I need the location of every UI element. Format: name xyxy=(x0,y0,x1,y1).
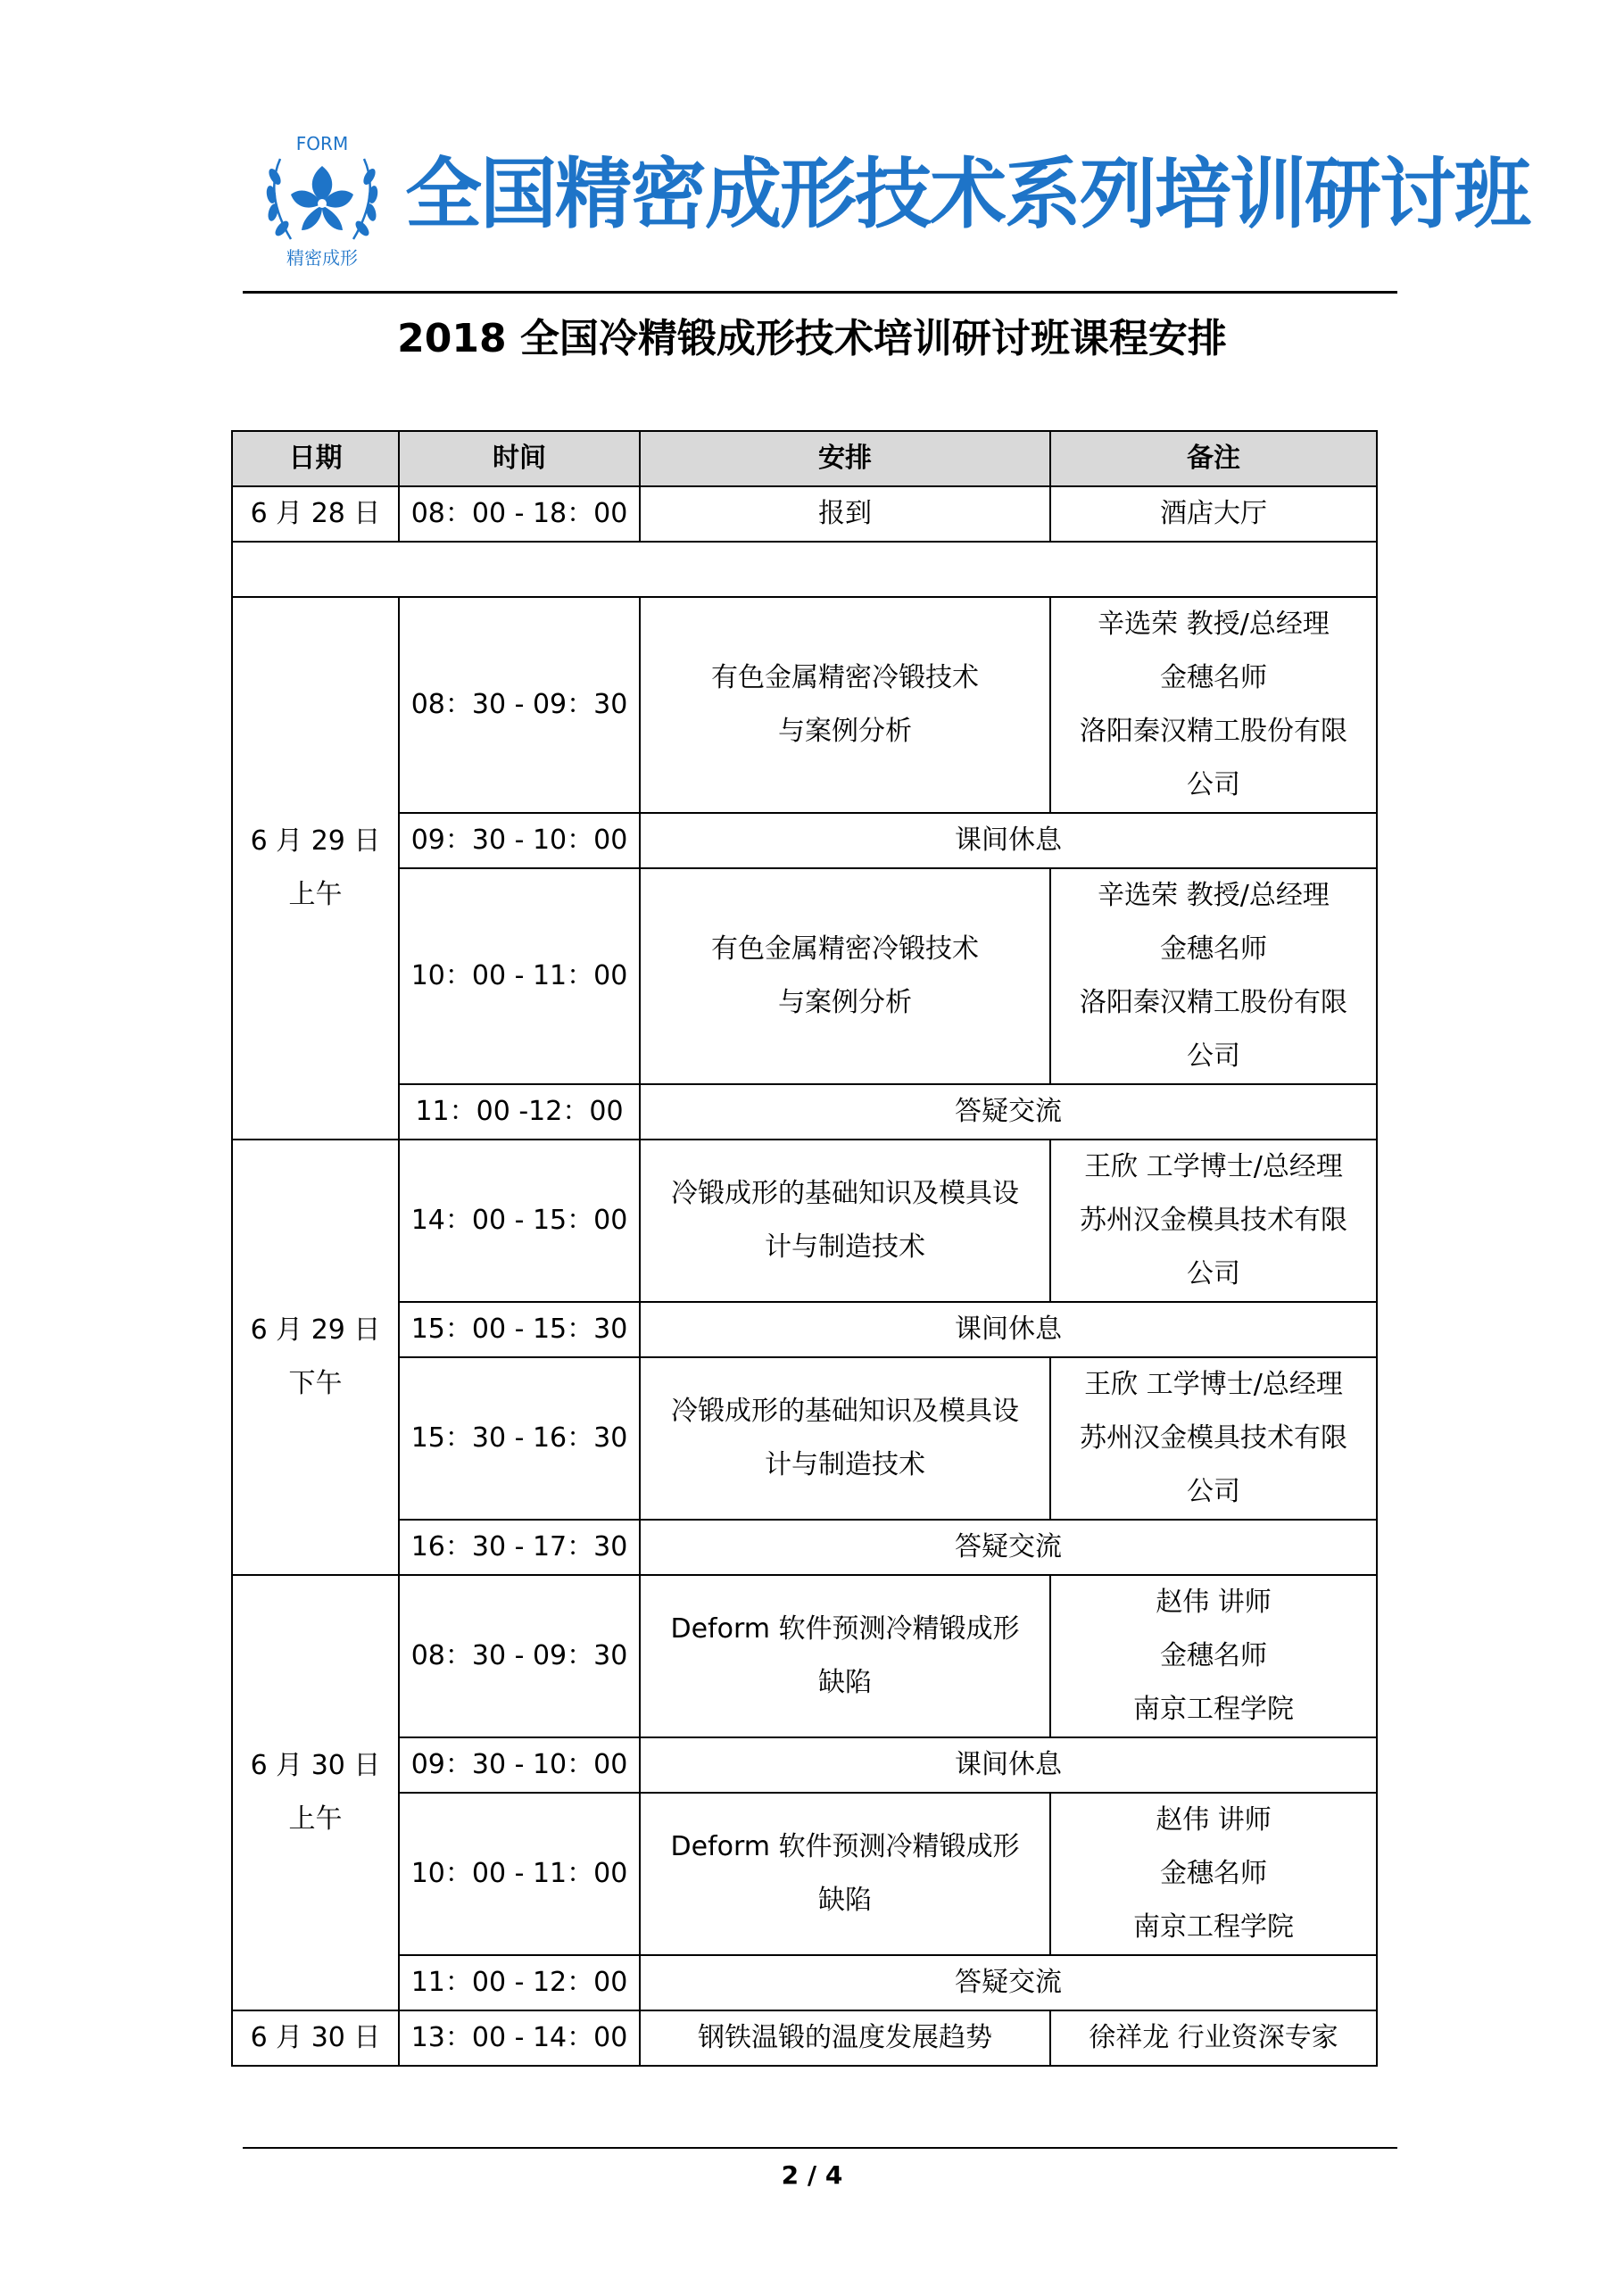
time-cell: 10：00 - 11：00 xyxy=(399,1793,640,1955)
header-remark: 备注 xyxy=(1050,431,1377,486)
note-cell: 赵伟 讲师 金穗名师 南京工程学院 xyxy=(1050,1575,1377,1737)
spacer-row xyxy=(232,542,1377,597)
table-row xyxy=(232,1793,1377,1955)
time-cell: 11：00 -12：00 xyxy=(399,1084,640,1140)
time-cell: 08：30 - 09：30 xyxy=(399,597,640,813)
time-cell: 16：30 - 17：30 xyxy=(399,1520,640,1575)
topic-cell: 答疑交流 xyxy=(640,1084,1377,1140)
time-cell: 13：00 - 14：00 xyxy=(399,2010,640,2066)
topic-cell: 报到 xyxy=(640,486,1050,542)
time-cell: 08：00 - 18：00 xyxy=(399,486,640,542)
time-cell: 14：00 - 15：00 xyxy=(399,1140,640,1302)
date-cell: 6 月 28 日 xyxy=(232,486,399,542)
table-header-row xyxy=(232,431,1377,486)
table-row xyxy=(232,1737,1377,1793)
footer-divider xyxy=(243,2147,1397,2149)
table-row xyxy=(232,2010,1377,2066)
header-date: 日期 xyxy=(232,431,399,486)
note-cell: 酒店大厅 xyxy=(1050,486,1377,542)
spacer-cell xyxy=(232,542,1377,597)
topic-cell: 钢铁温锻的温度发展趋势 xyxy=(640,2010,1050,2066)
table-row xyxy=(232,813,1377,868)
svg-text:精密成形: 精密成形 xyxy=(286,247,358,269)
date-cell: 6 月 30 日 上午 xyxy=(232,1575,399,2010)
topic-cell: Deform 软件预测冷精锻成形 缺陷 xyxy=(640,1575,1050,1737)
date-cell: 6 月 29 日 上午 xyxy=(232,597,399,1140)
table-row xyxy=(232,1084,1377,1140)
header-time: 时间 xyxy=(399,431,640,486)
time-cell: 09：30 - 10：00 xyxy=(399,813,640,868)
topic-cell: 答疑交流 xyxy=(640,1955,1377,2010)
note-cell: 辛选荣 教授/总经理 金穗名师 洛阳秦汉精工股份有限 公司 xyxy=(1050,597,1377,813)
table-row xyxy=(232,1955,1377,2010)
topic-cell: 有色金属精密冷锻技术 与案例分析 xyxy=(640,868,1050,1084)
time-cell: 15：30 - 16：30 xyxy=(399,1357,640,1520)
page-number: 2 / 4 xyxy=(781,2160,843,2190)
schedule-table xyxy=(231,430,1378,2067)
time-cell: 08：30 - 09：30 xyxy=(399,1575,640,1737)
table-row xyxy=(232,868,1377,1084)
note-cell: 王欣 工学博士/总经理 苏州汉金模具技术有限 公司 xyxy=(1050,1140,1377,1302)
date-cell: 6 月 30 日 xyxy=(232,2010,399,2066)
table-row xyxy=(232,1140,1377,1302)
table-row xyxy=(232,1520,1377,1575)
table-row xyxy=(232,486,1377,542)
note-cell: 王欣 工学博士/总经理 苏州汉金模具技术有限 公司 xyxy=(1050,1357,1377,1520)
topic-cell: 有色金属精密冷锻技术 与案例分析 xyxy=(640,597,1050,813)
table-row xyxy=(232,1357,1377,1520)
time-cell: 09：30 - 10：00 xyxy=(399,1737,640,1793)
topic-cell: 冷锻成形的基础知识及模具设 计与制造技术 xyxy=(640,1140,1050,1302)
topic-cell: 课间休息 xyxy=(640,1737,1377,1793)
document-title: 2018 全国冷精锻成形技术培训研讨班课程安排 xyxy=(397,316,1227,361)
topic-cell: Deform 软件预测冷精锻成形 缺陷 xyxy=(640,1793,1050,1955)
note-cell: 徐祥龙 行业资深专家 xyxy=(1050,2010,1377,2066)
form-logo-icon xyxy=(255,123,389,270)
time-cell: 15：00 - 15：30 xyxy=(399,1302,640,1357)
svg-text:FORM: FORM xyxy=(295,133,349,154)
header-divider xyxy=(243,291,1397,294)
note-cell: 辛选荣 教授/总经理 金穗名师 洛阳秦汉精工股份有限 公司 xyxy=(1050,868,1377,1084)
table-row xyxy=(232,597,1377,813)
topic-cell: 课间休息 xyxy=(640,813,1377,868)
time-cell: 10：00 - 11：00 xyxy=(399,868,640,1084)
header-arrangement: 安排 xyxy=(640,431,1050,486)
time-cell: 11：00 - 12：00 xyxy=(399,1955,640,2010)
table-row xyxy=(232,1302,1377,1357)
topic-cell: 课间休息 xyxy=(640,1302,1377,1357)
table-row xyxy=(232,1575,1377,1737)
topic-cell: 冷锻成形的基础知识及模具设 计与制造技术 xyxy=(640,1357,1050,1520)
topic-cell: 答疑交流 xyxy=(640,1520,1377,1575)
date-cell: 6 月 29 日 下午 xyxy=(232,1140,399,1575)
banner-title: 全国精密成形技术系列培训研讨班 xyxy=(405,150,1529,239)
note-cell: 赵伟 讲师 金穗名师 南京工程学院 xyxy=(1050,1793,1377,1955)
page-header xyxy=(243,123,1529,284)
